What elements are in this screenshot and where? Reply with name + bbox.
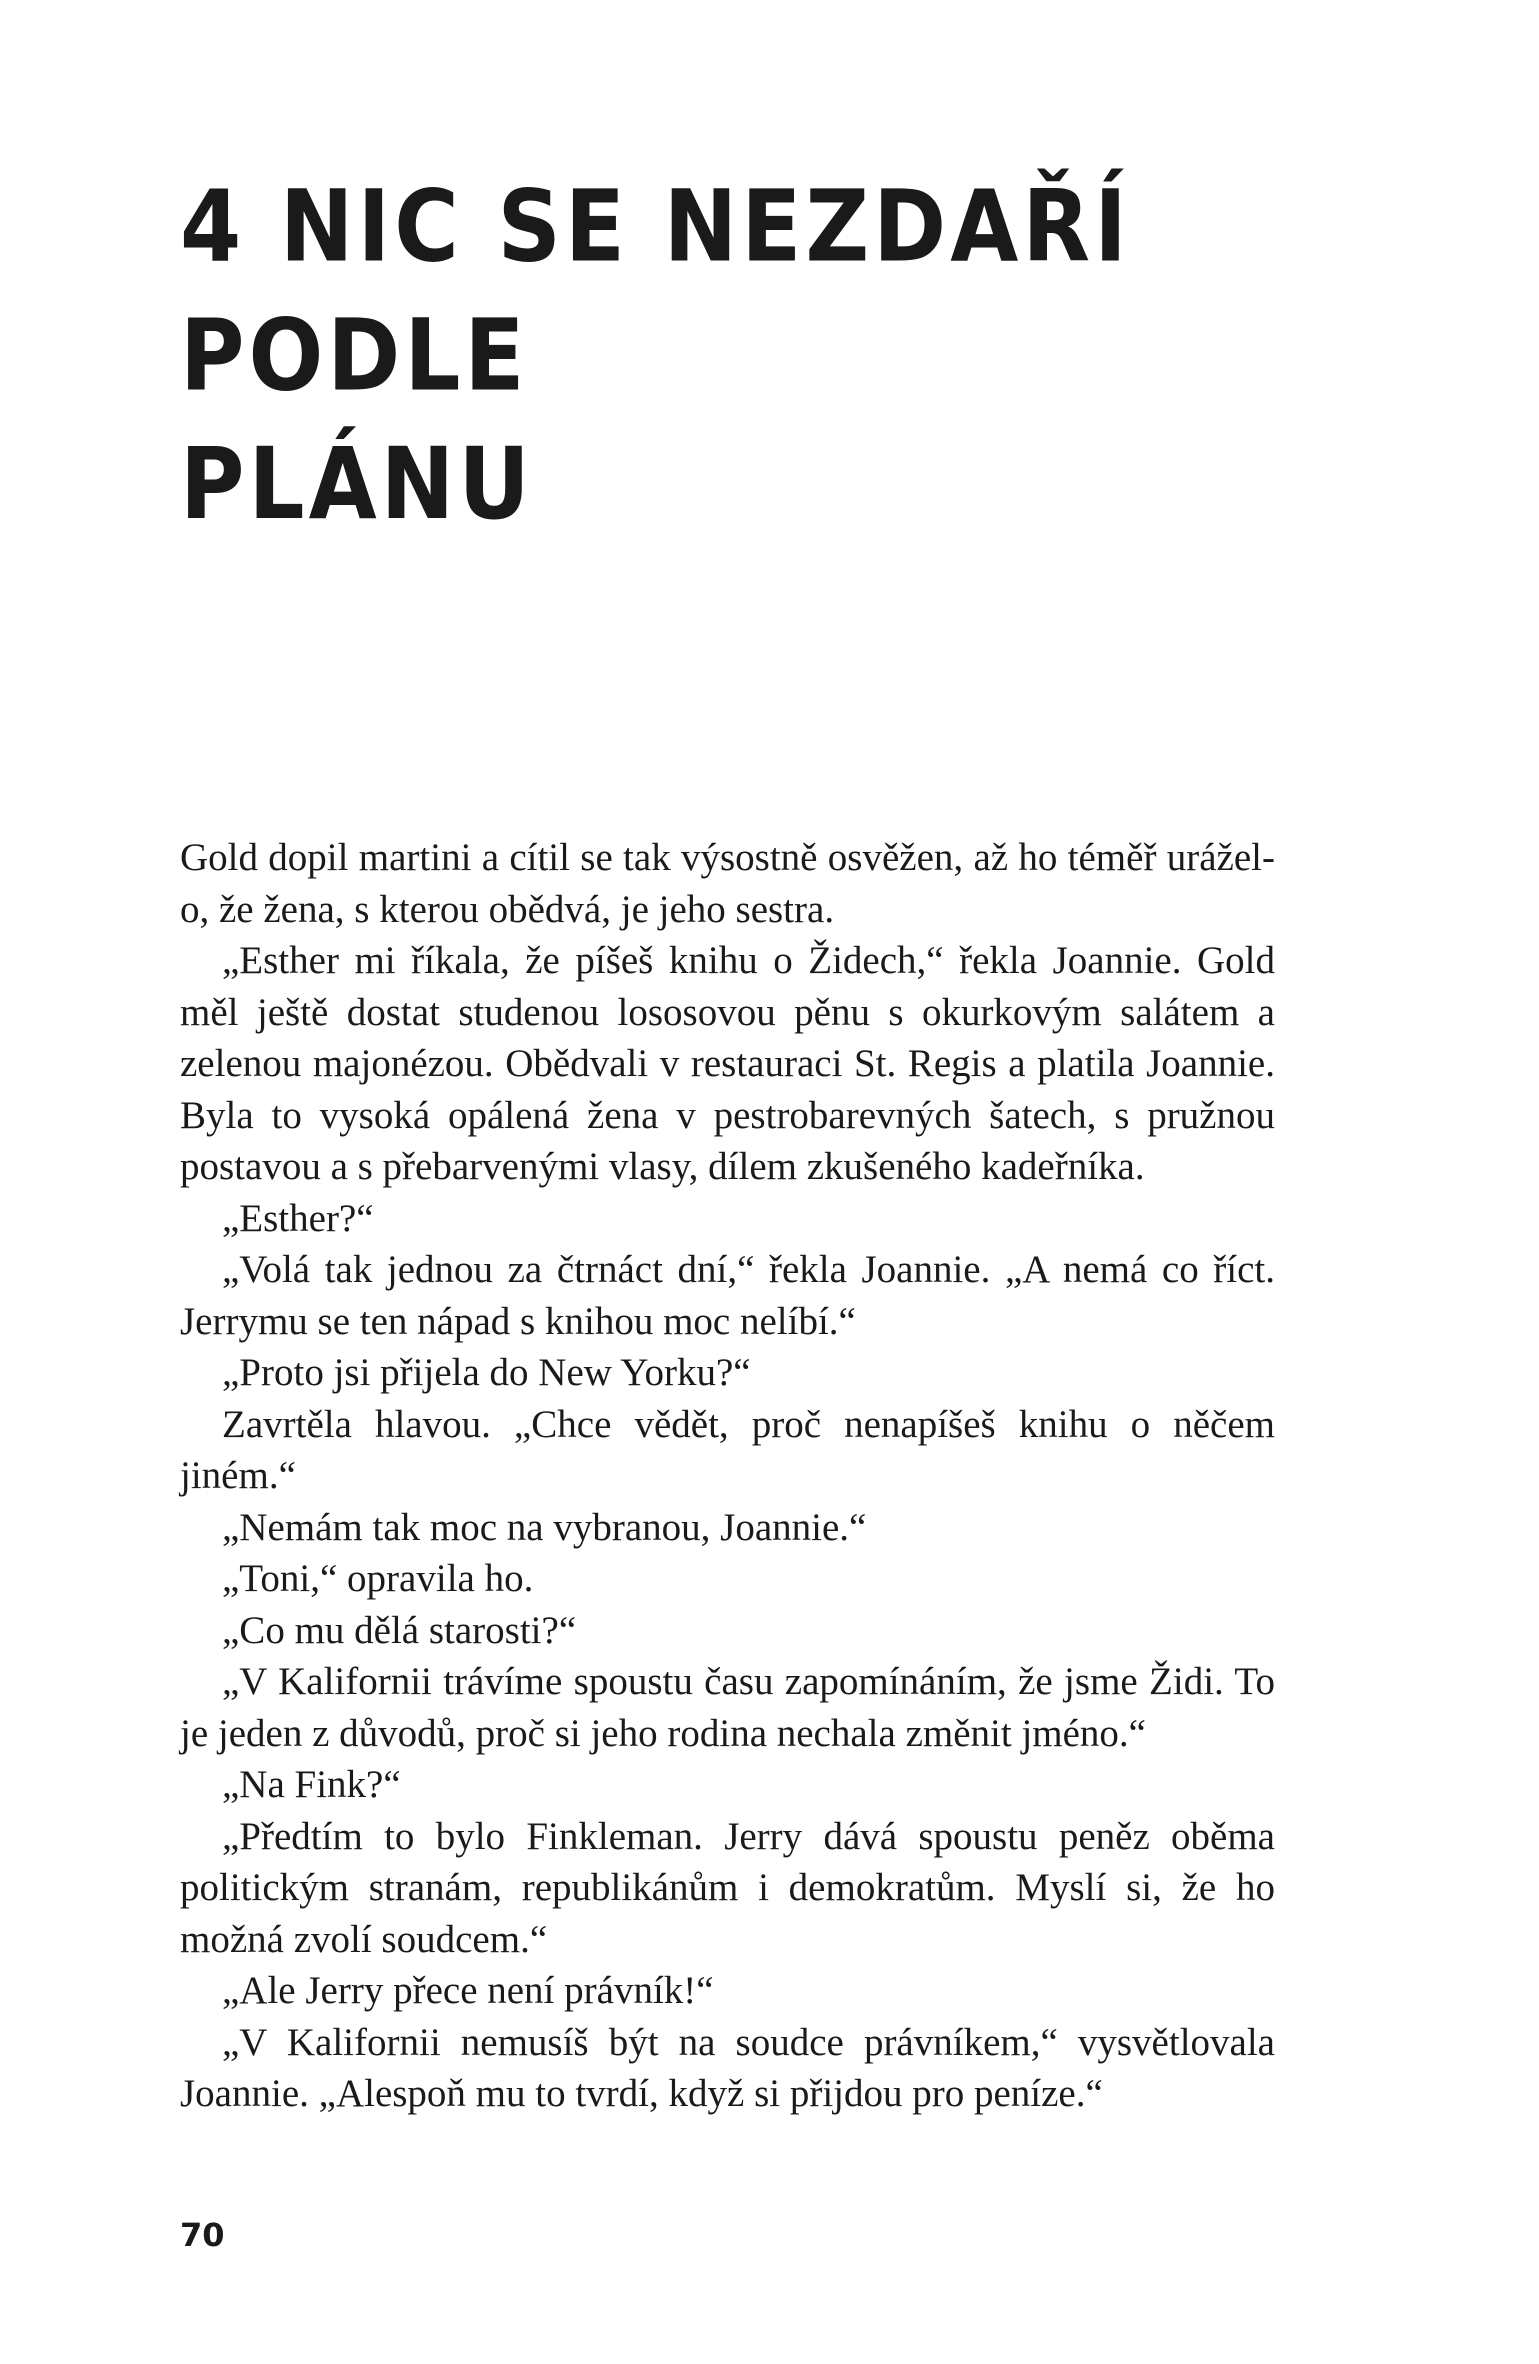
paragraph: „Nemám tak moc na vybranou, Joannie.“ (222, 1505, 867, 1549)
paragraph: „Co mu dělá starosti?“ (222, 1608, 577, 1652)
paragraph: „Toni,“ opravila ho. (222, 1557, 534, 1600)
body-text (180, 832, 1275, 2120)
paragraph: „Ale Jerry přece není právník!“ (222, 1969, 714, 2012)
paragraph: „Proto jsi přijela do New Yorku?“ (222, 1351, 751, 1394)
chapter-title-line-2: PLÁNU (180, 426, 534, 542)
paragraph: „V Kalifornii nemusíš být na soudce právníkem,“ vysvětlovala Joannie. „Alespoň mu to tvrdí, když si přijdou pro peníze.“ (180, 2020, 1275, 2115)
paragraph: Gold dopil martini a cítil se tak výsostně osvěžen, až ho téměř uráželo, že žena, s kterou obědvá, je jeho sestra. (180, 836, 1275, 931)
paragraph: „Esther?“ (222, 1196, 374, 1240)
page-number: 70 (180, 2216, 225, 2254)
paragraph: „Volá tak jednou za čtrnáct dní,“ řekla Joannie. „A nemá co říct. Jerrymu se ten nápad s knihou moc nelíbí.“ (180, 1248, 1275, 1343)
paragraph: „V Kalifornii trávíme spoustu času zapomínáním, že jsme Židi. To je jeden z důvodů, proč si jeho rodina nechala změnit jméno.“ (180, 1660, 1275, 1755)
chapter-title-line-1: 4 NIC SE NEZDAŘÍ PODLE (180, 168, 1131, 413)
chapter-title (180, 162, 1330, 548)
paragraph: Zavrtěla hlavou. „Chce vědět, proč nenapíšeš knihu o něčem jiném.“ (180, 1402, 1275, 1497)
paragraph: „Předtím to bylo Finkleman. Jerry dává spoustu peněz oběma politickým stranám, republikánům i demokratům. Myslí si, že ho možná zvolí soudcem.“ (180, 1814, 1275, 1961)
paragraph: „Na Fink?“ (222, 1763, 401, 1806)
paragraph: „Esther mi říkala, že píšeš knihu o Židech,“ řekla Joannie. Gold měl ještě dostat studenou lososovou pěnu s okurkovým salátem a zelenou majonézou. Obědvali v restauraci St. Regis a platila Joannie. Byla to vysoká opálená žena v pestrobarevných šatech, s pružnou postavou a s přebarvenými vlasy, dílem zkušeného kadeřníka. (180, 939, 1275, 1188)
